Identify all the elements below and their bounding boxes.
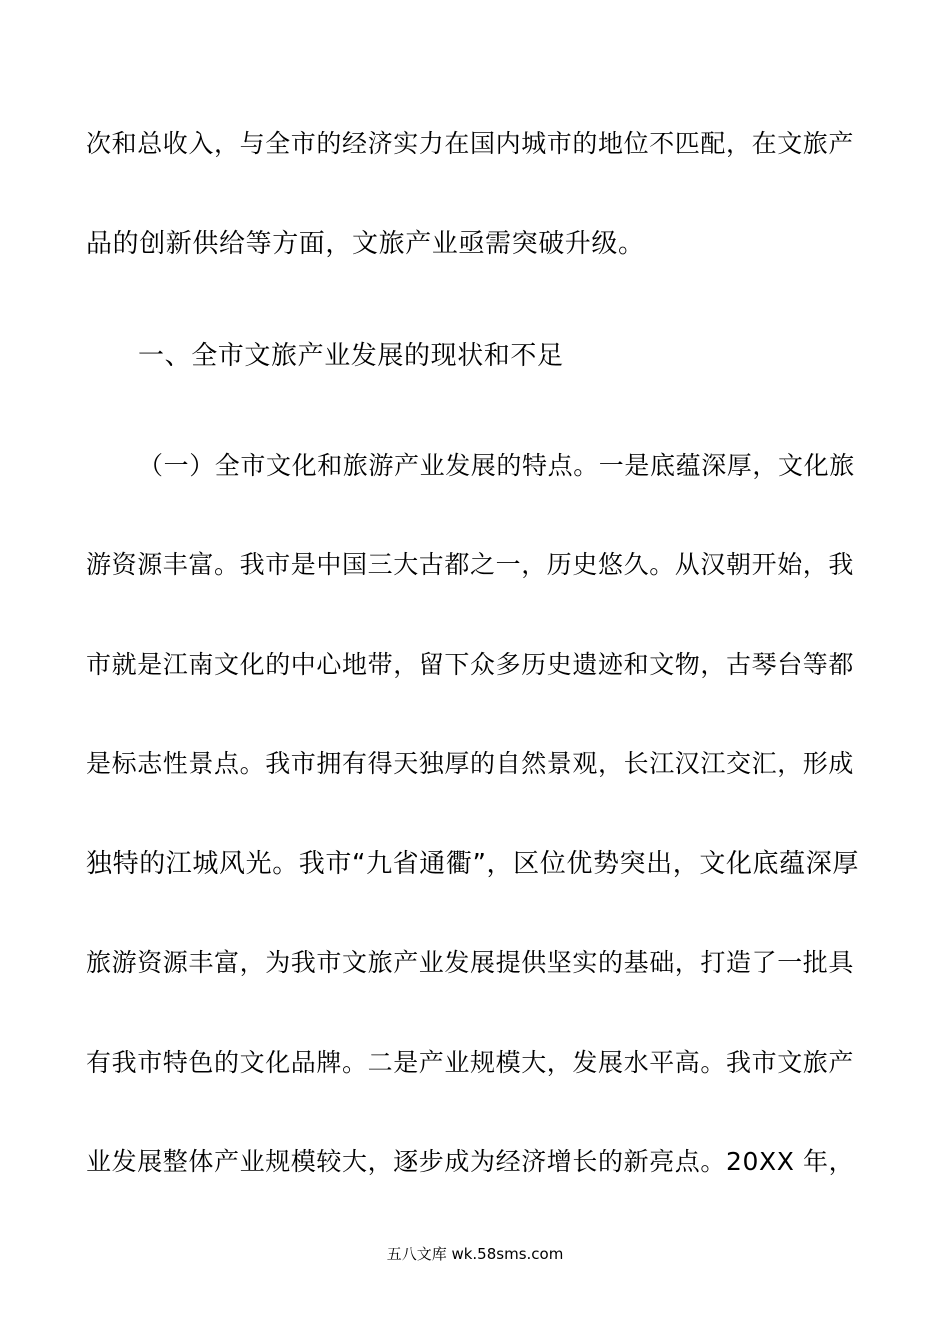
body-text-line: 游资源丰富。我市是中国三大古都之一，历史悠久。从汉朝开始，我 [86,550,855,579]
body-text-line: 市就是江南文化的中心地带，留下众多历史遗迹和文物，古琴台等都 [86,650,855,679]
paragraph-first-line: （一）全市文化和旅游产业发展的特点。一是底蕴深厚，文化旅 [138,451,855,480]
body-text-line: 旅游资源丰富，为我市文旅产业发展提供坚实的基础，打造了一批具 [86,948,855,977]
body-text-line: 业发展整体产业规模较大，逐步成为经济增长的新亮点。20XX 年， [86,1147,855,1176]
body-text-line: 有我市特色的文化品牌。二是产业规模大，发展水平高。我市文旅产 [86,1048,855,1077]
section-heading: 一、全市文旅产业发展的现状和不足 [138,341,564,371]
body-text-line: 是标志性景点。我市拥有得天独厚的自然景观，长江汉江交汇，形成 [86,749,855,778]
footer-watermark: 五八文库 wk.58sms.com [386,1245,564,1263]
body-text-line: 次和总收入，与全市的经济实力在国内城市的地位不匹配，在文旅产 [86,129,855,158]
body-text-line: 独特的江城风光。我市“九省通衢”，区位优势突出，文化底蕴深厚 [86,849,859,879]
body-text-line: 品的创新供给等方面，文旅产业亟需突破升级。 [86,229,645,259]
